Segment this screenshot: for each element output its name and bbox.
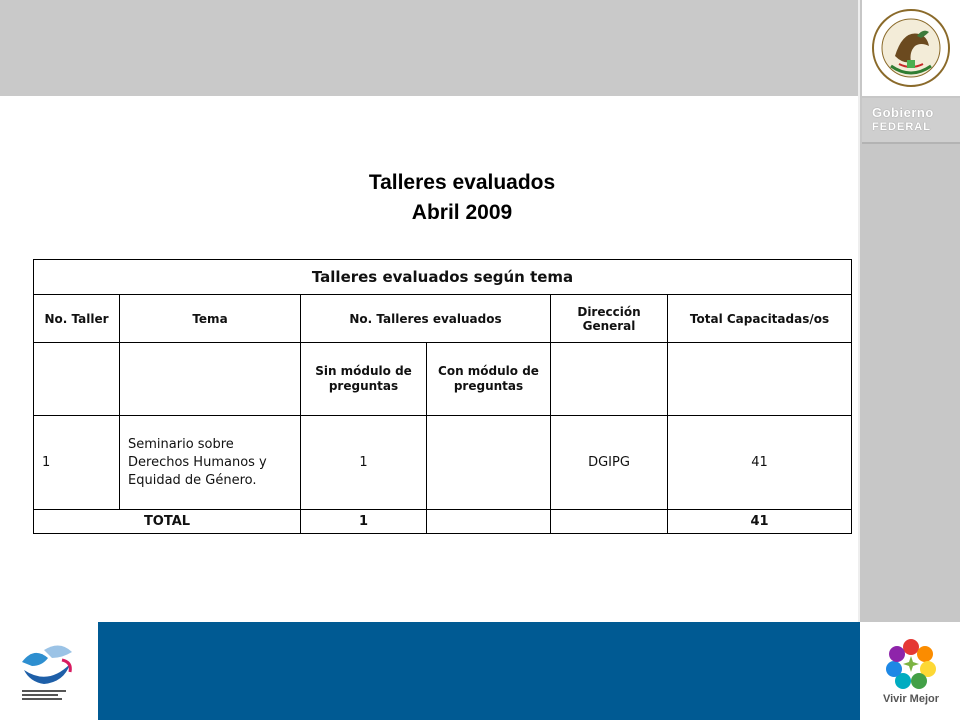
subheader-con-modulo: Con módulo de preguntas (427, 343, 551, 416)
title-line-2: Abril 2009 (411, 201, 513, 224)
slide-title (256, 168, 668, 228)
total-label: TOTAL (34, 510, 301, 534)
cell-con-modulo (427, 416, 551, 510)
vivir-mejor-label: Vivir Mejor (882, 693, 940, 705)
table-row (34, 416, 852, 510)
header-no-taller: No. Taller (34, 295, 120, 343)
gov-label-line2: FEDERAL (872, 121, 931, 133)
subheader-empty-4 (668, 343, 852, 416)
flower-icon (884, 637, 938, 691)
subheader-empty-1 (34, 343, 120, 416)
subheader-sin-modulo: Sin módulo de preguntas (301, 343, 427, 416)
gobierno-federal-label (862, 98, 960, 144)
header-band (0, 0, 860, 96)
total-value: 41 (668, 510, 852, 534)
cell-direccion: DGIPG (551, 416, 668, 510)
side-divider (858, 0, 860, 720)
total-sin-modulo: 1 (301, 510, 427, 534)
subheader-empty-3 (551, 343, 668, 416)
header-tema: Tema (120, 295, 301, 343)
vivir-mejor-logo (862, 622, 960, 720)
totals-row (34, 510, 852, 534)
cell-tema: Seminario sobre Derechos Humanos y Equidad de Género. (120, 416, 301, 510)
workshops-table (33, 259, 852, 534)
total-con-modulo (427, 510, 551, 534)
cell-total: 41 (668, 416, 852, 510)
title-line-1: Talleres evaluados (368, 171, 556, 194)
header-direccion: Dirección General (551, 295, 668, 343)
eagle-seal-icon (869, 6, 953, 90)
inmujeres-icon (14, 636, 84, 706)
cell-sin-modulo: 1 (301, 416, 427, 510)
table-caption: Talleres evaluados según tema (34, 260, 852, 295)
inmujeres-logo (0, 622, 98, 720)
mexico-seal-logo (862, 0, 960, 96)
gov-label-line1: Gobierno (872, 105, 934, 120)
footer-band (98, 622, 860, 720)
subheader-empty-2 (120, 343, 301, 416)
header-total: Total Capacitadas/os (668, 295, 852, 343)
total-direccion (551, 510, 668, 534)
cell-no: 1 (34, 416, 120, 510)
header-no-talleres: No. Talleres evaluados (301, 295, 551, 343)
